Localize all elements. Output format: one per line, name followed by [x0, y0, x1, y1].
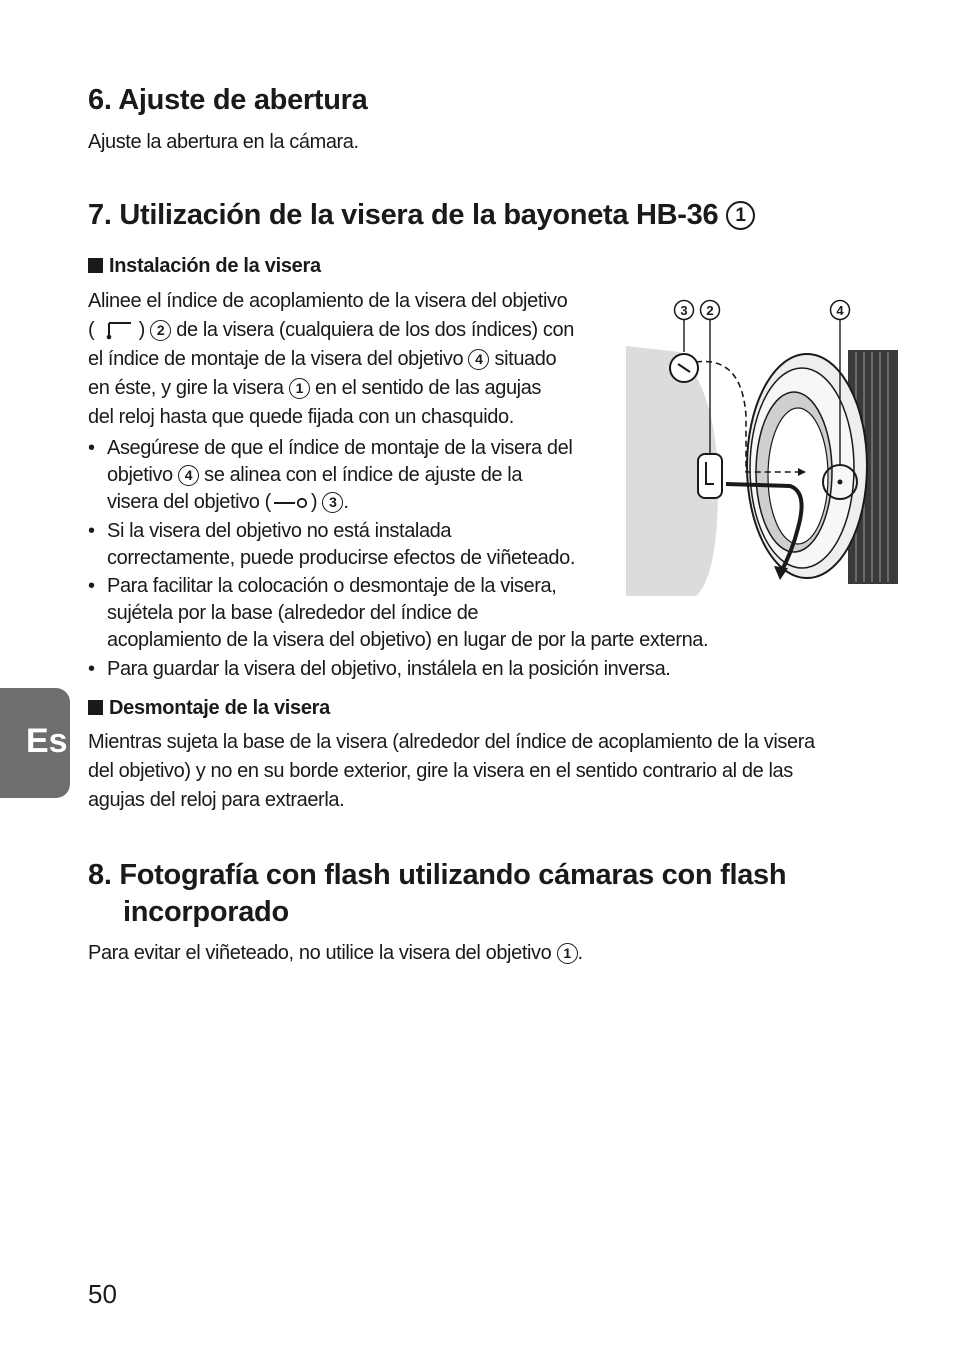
callout-4: 4: [836, 303, 844, 318]
install-line-4: en éste, y gire la visera 1 en el sentido de las agujas: [88, 377, 542, 399]
ref-2-circle: 2: [150, 320, 171, 341]
callout-3: 3: [680, 303, 688, 318]
ref-1-circle: 1: [557, 943, 578, 964]
install-line-3: el índice de montaje de la visera del objetivo 4 situado: [88, 348, 557, 370]
install-heading-text: Instalación de la visera: [109, 255, 321, 277]
attachment-index-marker: [698, 454, 722, 498]
install-line-2: ( ) 2 de la visera (cualquiera de los dos índices) con: [88, 319, 574, 341]
ref-3-circle: 3: [322, 492, 343, 513]
install-line-1: Alinee el índice de acoplamiento de la visera del objetivo: [88, 290, 568, 312]
remove-heading-text: Desmontaje de la visera: [109, 697, 330, 719]
attachment-index-icon: [99, 320, 133, 340]
section-8-title: 8. Fotografía con flash utilizando cámaras con flash incorporado: [88, 859, 787, 928]
bullet-dot: •: [88, 437, 95, 459]
ref-4-circle: 4: [468, 349, 489, 370]
bullet-item-3: • Para facilitar la colocación o desmontaje de la visera, sujétela por la base (alrededor del índice de acoplamiento de la visera del objetivo) en lugar de por la parte externa.: [88, 575, 709, 651]
install-heading: [88, 255, 321, 278]
section-7-title-text: 7. Utilización de la visera de la bayoneta HB-36: [88, 199, 719, 231]
ref-1-circle: 1: [289, 378, 310, 399]
install-paragraph: [88, 287, 628, 432]
mounting-index-icon: [271, 492, 311, 512]
page-number: 50: [88, 1279, 117, 1309]
ref-4-circle: 4: [178, 465, 199, 486]
section-7-title: [88, 199, 755, 232]
square-bullet-icon: [88, 700, 103, 715]
lens-hood-diagram: [622, 296, 900, 596]
section-6-title: 6. Ajuste de abertura: [88, 84, 368, 116]
language-tab-label: Es: [26, 722, 68, 760]
language-tab: [0, 688, 70, 798]
bullet-item-1: • Asegúrese de que el índice de montaje de la visera del objetivo 4 se alinea con el índice de ajuste de la visera del objetivo ( ) 3 .: [88, 437, 573, 513]
section-8-body: Para evitar el viñeteado, no utilice la visera del objetivo 1 .: [88, 942, 583, 964]
square-bullet-icon: [88, 258, 103, 273]
install-line-5: del reloj hasta que quede fijada con un chasquido.: [88, 406, 514, 428]
section-6-body: Ajuste la abertura en la cámara.: [88, 131, 359, 153]
bullet-item-4: • Para guardar la visera del objetivo, instálela en la posición inversa.: [88, 658, 671, 680]
remove-heading: [88, 697, 330, 720]
remove-paragraph: Mientras sujeta la base de la visera (alrededor del índice de acoplamiento de la visera del objetivo) y no en su borde exterior, gire la visera en el sentido contrario al de las agujas del reloj para extraerla.: [88, 731, 815, 811]
callout-2: 2: [706, 303, 714, 318]
ref-1-circle: 1: [726, 201, 755, 230]
bullet-item-2: • Si la visera del objetivo no está instalada correctamente, puede producirse efectos de viñeteado.: [88, 520, 575, 569]
